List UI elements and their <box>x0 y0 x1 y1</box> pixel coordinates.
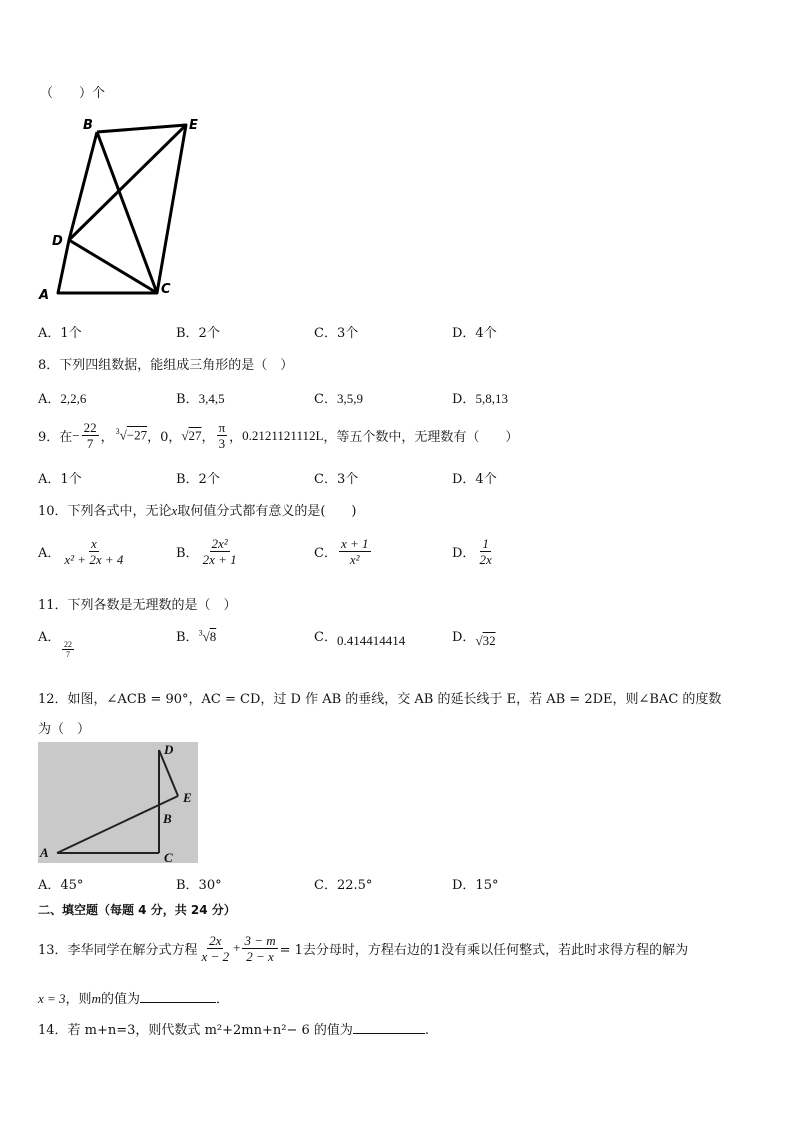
q12-option-b[interactable]: B．30° <box>176 878 222 893</box>
q11-option-d[interactable]: D．√32 <box>452 630 496 648</box>
q11-option-a[interactable]: A． $\frac{22}{7}$ <box>38 630 72 659</box>
q7-option-b[interactable]: B．2个 <box>176 326 220 341</box>
q7-figure <box>36 112 206 304</box>
q12-figure <box>38 742 198 863</box>
q10-option-c[interactable]: C． $\frac{x + 1}{\text{x²}}$ <box>314 536 369 567</box>
q7-option-d[interactable]: D．4个 <box>452 326 497 341</box>
q7-label-c: C <box>161 282 171 297</box>
q9-option-a[interactable]: A．1个 <box>38 472 82 487</box>
q7-label-e: E <box>189 118 198 133</box>
q13-line2: x = 3，则m的值为 ． <box>38 991 229 1007</box>
q14-line: 14．若 m+n=3，则代数式 m²+2mn+n²− 6 的值为 . <box>38 1023 430 1038</box>
q12-label-c: C <box>164 850 173 863</box>
q11-option-b[interactable]: B．$^3$√8 <box>176 628 217 645</box>
q13-line1: 13．李华同学在解分式方程 $\frac{2x}{x - 2}$ + $\frac{3 - m}{2 - x}$ = 1去分母时，方程右边的1没有乘以任何整式，若此时求得方程的解为 <box>38 932 689 964</box>
q11-stem: 11．下列各数是无理数的是（ ） <box>38 598 237 613</box>
q12-label-d: D <box>164 742 174 757</box>
q10-stem: 10．下列各式中，无论x取何值分式都有意义的是( ) <box>38 503 357 519</box>
q8-option-a[interactable]: A．2,2,6 <box>38 391 87 407</box>
q10-option-b[interactable]: B． $\frac{\text{2x²}}{2x + 1}$ <box>176 536 237 567</box>
q12-label-e: E <box>183 790 192 805</box>
q8-option-c[interactable]: C．3,5,9 <box>314 391 363 407</box>
q14-answer-blank[interactable] <box>353 1021 425 1034</box>
q7-option-a[interactable]: A．1个 <box>38 326 82 341</box>
q11-option-c[interactable]: C．0.414414414 <box>314 630 406 648</box>
q7-tail: （ ）个 <box>40 86 106 101</box>
q12-option-d[interactable]: D．15° <box>452 878 499 893</box>
q10-option-a[interactable]: A． $\frac{x}{\text{x² + 2x + 4}}$ <box>38 536 124 567</box>
q9-fraction-22-7: $\frac{22}{7}$ <box>83 420 97 451</box>
q9-option-b[interactable]: B．2个 <box>176 472 220 487</box>
q9-option-d[interactable]: D．4个 <box>452 472 497 487</box>
q8-stem: 8．下列四组数据，能组成三角形的是（ ） <box>38 358 294 373</box>
q8-option-b[interactable]: B．3,4,5 <box>176 391 225 407</box>
q7-label-d: D <box>52 234 63 249</box>
q7-label-b: B <box>83 118 93 133</box>
q13-answer-blank[interactable] <box>140 990 216 1003</box>
q12-label-a: A <box>40 845 49 860</box>
q9-option-c[interactable]: C．3个 <box>314 472 359 487</box>
q12-line2: 为（ ） <box>38 722 91 737</box>
q10-option-d[interactable]: D． $\frac{1}{2x}$ <box>452 536 492 567</box>
q12-option-a[interactable]: A．45° <box>38 878 84 893</box>
q12-option-c[interactable]: C．22.5° <box>314 878 373 893</box>
q12-label-b: B <box>163 811 172 826</box>
q12-line1: 12．如图，∠ACB = 90°，AC = CD，过 D 作 AB 的垂线，交 AB 的延长线于 E，若 AB = 2DE，则∠BAC 的度数 <box>38 692 722 707</box>
q8-option-d[interactable]: D．5,8,13 <box>452 391 508 407</box>
q7-label-a: A <box>39 288 50 303</box>
q9-fraction-pi-3: $\frac{\pi}{3}$ <box>218 420 226 451</box>
q9-stem: 9．在 − $\frac{22}{7}$ ， $^3$√−27 ，0， √27 ， $\frac{\pi}{3}$ ， 0.2121121112L ，等五个数中，无理数有（ ） <box>38 420 519 451</box>
section2-title: 二、填空题（每题 4 分，共 24 分） <box>38 903 236 917</box>
q7-option-c[interactable]: C．3个 <box>314 326 359 341</box>
